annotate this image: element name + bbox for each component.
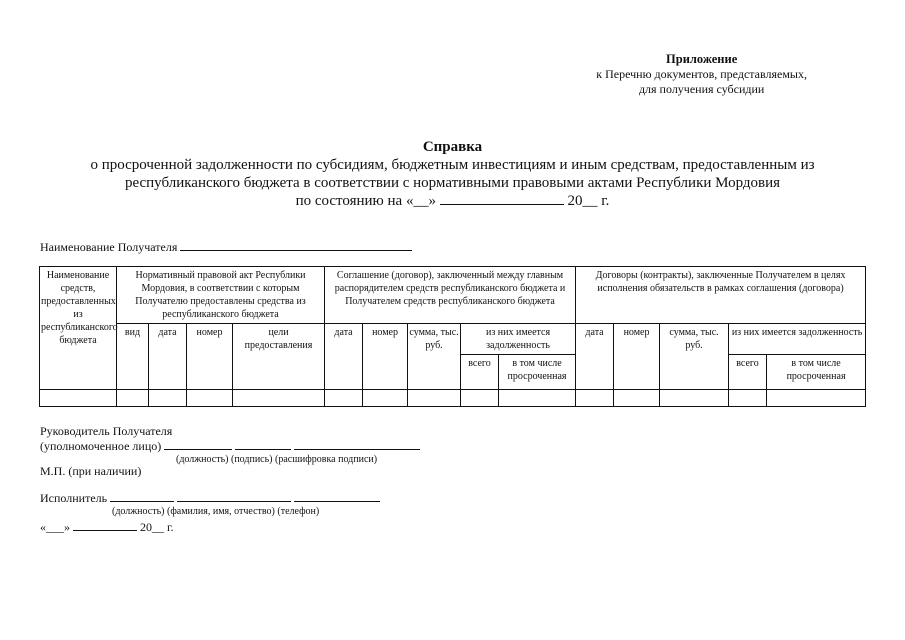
table-cell[interactable] [149,390,187,407]
agreement-group-header: Соглашение (договор), заключенный между главным распорядителем средств республиканского бюджета и Получателем средств республиканского бюджета [325,267,576,324]
executor-date-line: «___» 20__ г. [40,520,174,534]
agr-col-number: номер [363,324,408,390]
con-col-sum: сумма, тыс. руб. [660,324,729,390]
con-debt-total: всего [729,355,767,390]
act-group-header: Нормативный правовой акт Республики Мордовия, в соответствии с которым Получателю предоставлены средства из республиканского бюджета [117,267,325,324]
appendix-block [596,52,807,97]
act-col-number: номер [187,324,233,390]
table-cell[interactable] [576,390,614,407]
heading-date-line [0,192,905,210]
recipient-blank [180,239,412,251]
head-signature-block [40,424,420,467]
appendix-title: Приложение [666,52,738,66]
table-cell[interactable] [40,390,117,407]
con-col-number: номер [614,324,660,390]
table-row [40,390,866,407]
agr-debt-overdue: в том числе просроченная [499,355,576,390]
table-cell[interactable] [660,390,729,407]
table-cell[interactable] [325,390,363,407]
executor-phone-blank [294,490,380,502]
date-prefix: по состоянию на «__» [295,193,436,209]
table-cell[interactable] [499,390,576,407]
executor-line: Исполнитель [40,490,380,505]
executor-block [40,490,380,534]
position-blank [164,438,232,450]
agr-debt-total: всего [461,355,499,390]
table-cell[interactable] [187,390,233,407]
con-debt-header: из них имеется задолженность [729,324,866,355]
table-cell[interactable] [363,390,408,407]
con-col-date: дата [576,324,614,390]
act-col-type: вид [117,324,149,390]
date-blank [440,193,564,205]
executor-position-blank [110,490,174,502]
appendix-line-1: к Перечню документов, представляемых, [596,67,807,81]
table-cell[interactable] [767,390,866,407]
executor-name-blank [177,490,291,502]
document-title: Справка [422,139,483,155]
debt-table [39,266,866,407]
name-blank [294,438,420,450]
stamp-label: М.П. (при наличии) [40,464,142,478]
agr-col-sum: сумма, тыс. руб. [408,324,461,390]
table-cell[interactable] [408,390,461,407]
head-caption: (должность) (подпись) (расшифровка подписи) [176,454,378,465]
agr-debt-header: из них имеется задолженность [461,324,576,355]
heading-line-1: о просроченной задолженности по субсидиям, бюджетным инвестициям и иным средствам, предоставленным из [90,157,815,173]
head-label-2: (уполномоченное лицо) [40,438,420,453]
act-col-purpose: цели предоставления [233,324,325,390]
document-heading [0,138,905,210]
table-cell[interactable] [729,390,767,407]
appendix-line-2: для получения субсидии [638,82,765,96]
agr-col-date: дата [325,324,363,390]
recipient-label: Наименование Получателя [40,240,178,254]
executor-caption: (должность) (фамилия, имя, отчество) (телефон) [112,506,320,517]
executor-date-blank [73,519,137,531]
heading-line-2: республиканского бюджета в соответствии с нормативными правовыми актами Республики Мордовия [124,175,781,191]
table-cell[interactable] [117,390,149,407]
table-cell[interactable] [233,390,325,407]
date-year: 20__ г. [567,193,610,209]
signature-blank [235,438,291,450]
head-label: Руководитель Получателя [40,424,173,438]
table-cell[interactable] [614,390,660,407]
contracts-group-header: Договоры (контракты), заключенные Получателем в целях исполнения обязательств в рамках соглашения (договора) [576,267,866,324]
col-name-header: Наименование средств, предоставленных из республиканского бюджета [40,267,117,390]
recipient-line [40,239,412,255]
table-cell[interactable] [461,390,499,407]
act-col-date: дата [149,324,187,390]
con-debt-overdue: в том числе просроченная [767,355,866,390]
